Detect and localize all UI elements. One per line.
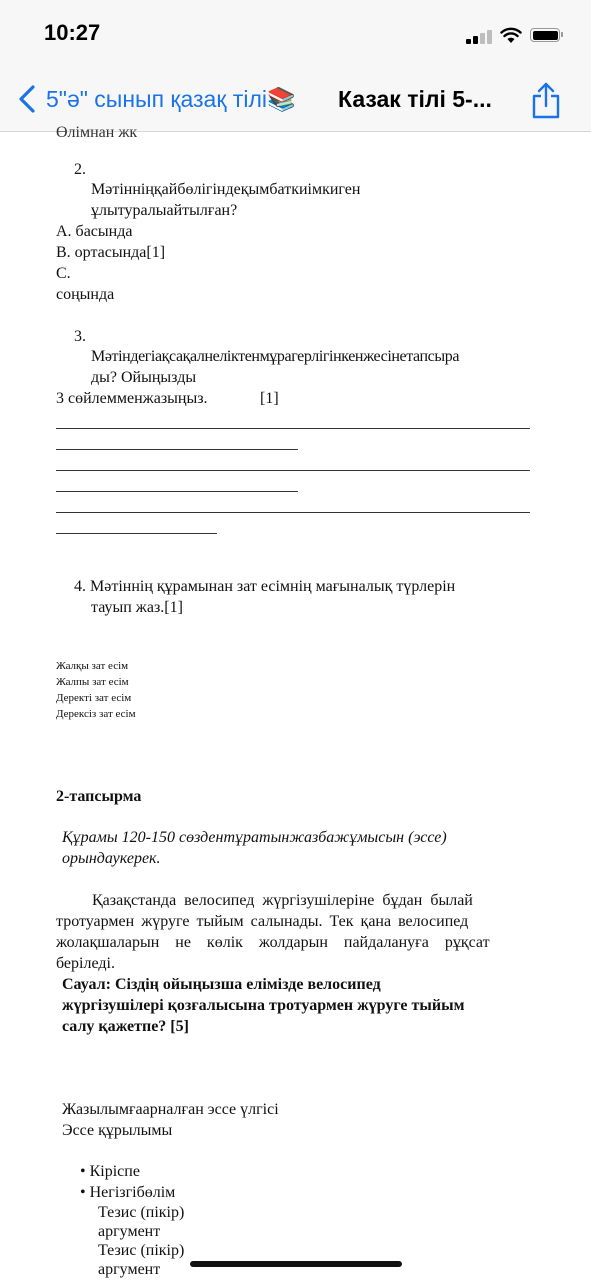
- essay-thesis-line: Тезис (пікір): [98, 1204, 185, 1221]
- share-icon[interactable]: [530, 80, 562, 120]
- noun-type-item: Дерексіз зат есім: [56, 708, 136, 720]
- document-page: [0, 124, 591, 1280]
- wifi-icon: [500, 26, 522, 44]
- navigation-bar: [0, 70, 591, 132]
- cellular-signal-icon: [466, 28, 492, 44]
- task-2-question-line: салу қажетпе? [5]: [62, 1018, 189, 1035]
- task-2-instruction-line1: Құрамы 120-150 сөздентұратынжазбажұмысын (эссе): [62, 829, 447, 846]
- answer-a: А. басында: [56, 223, 133, 240]
- task-2-paragraph-line: беріледі.: [56, 955, 115, 972]
- task-2-question-line: Сауал: Сіздің ойыңызша елімізде велосипед: [62, 976, 381, 993]
- noun-type-item: Деректі зат есім: [56, 692, 132, 704]
- essay-structure-title: Эссе құрылымы: [62, 1122, 173, 1139]
- answer-line: [56, 428, 530, 429]
- question-3-mark: [1]: [260, 390, 279, 407]
- task-2-paragraph-line: тротуармен жүруге тыйым салынады. Тек қана велосипед: [56, 913, 469, 930]
- back-button[interactable]: 5"ə" сынып қазақ тілі📚: [46, 86, 296, 112]
- task-2-paragraph-line: Қазақстанда велосипед жүргізушілеріне бұдан былай: [92, 892, 473, 909]
- answer-line: [56, 533, 217, 534]
- page-title: Казак тілі 5-...: [338, 86, 492, 112]
- question-2-number: 2.: [74, 161, 86, 178]
- essay-argument-line: аргумент: [98, 1223, 161, 1240]
- question-2-line2: ұлытуралыайтылған?: [91, 202, 238, 219]
- question-3-number: 3.: [74, 328, 86, 345]
- task-2-question-line: жүргізушілері қозғалысына тротуармен жүруге тыйым: [62, 997, 465, 1014]
- answer-c: С.: [56, 265, 71, 282]
- cut-off-text: Өлімнан жк: [56, 124, 138, 141]
- answer-c-text: соңында: [56, 286, 115, 303]
- question-2-line1: Мәтінніңқайбөлігіндеқымбаткиімкиген: [91, 181, 361, 198]
- essay-sample-title: Жазылымғаарналған эссе үлгісі: [62, 1101, 279, 1118]
- question-4-line1: 4. Мәтіннің құрамынан зат есімнің мағыналық түрлерін: [74, 578, 456, 595]
- answer-line: [56, 491, 298, 492]
- task-2-heading: 2-тапсырма: [56, 788, 142, 805]
- answer-line: [56, 512, 530, 513]
- answer-line: [56, 470, 530, 471]
- answer-line: [56, 449, 298, 450]
- answer-b: В. ортасында[1]: [56, 244, 166, 261]
- status-bar: [0, 0, 591, 70]
- battery-icon: [530, 28, 560, 42]
- chevron-left-icon[interactable]: [16, 84, 38, 114]
- question-3-line2: ды? Ойыңызды: [91, 369, 197, 386]
- question-3-line3: 3 сөйлемменжазыңыз.: [56, 390, 208, 407]
- essay-bullet-main: • Негізгібөлім: [80, 1184, 176, 1201]
- question-4-line2: тауып жаз.[1]: [91, 599, 183, 616]
- essay-argument-line: аргумент: [98, 1261, 161, 1278]
- essay-thesis-line: Тезис (пікір): [98, 1242, 185, 1259]
- task-2-instruction-line2: орындаукерек.: [62, 850, 161, 867]
- noun-type-item: Жалпы зат есім: [56, 676, 129, 688]
- essay-bullet-intro: • Кіріспе: [80, 1163, 140, 1180]
- question-3-line1: Мәтіндегіақсақалнеліктенмұрагерлігінкенжесінетапсыра: [91, 348, 460, 365]
- noun-type-item: Жалқы зат есім: [56, 660, 129, 672]
- home-indicator[interactable]: [190, 1261, 402, 1267]
- status-time: 10:27: [44, 20, 101, 45]
- task-2-paragraph-line: жолақшаларын не көлік жолдарын пайдалануға рұқсат: [56, 934, 490, 951]
